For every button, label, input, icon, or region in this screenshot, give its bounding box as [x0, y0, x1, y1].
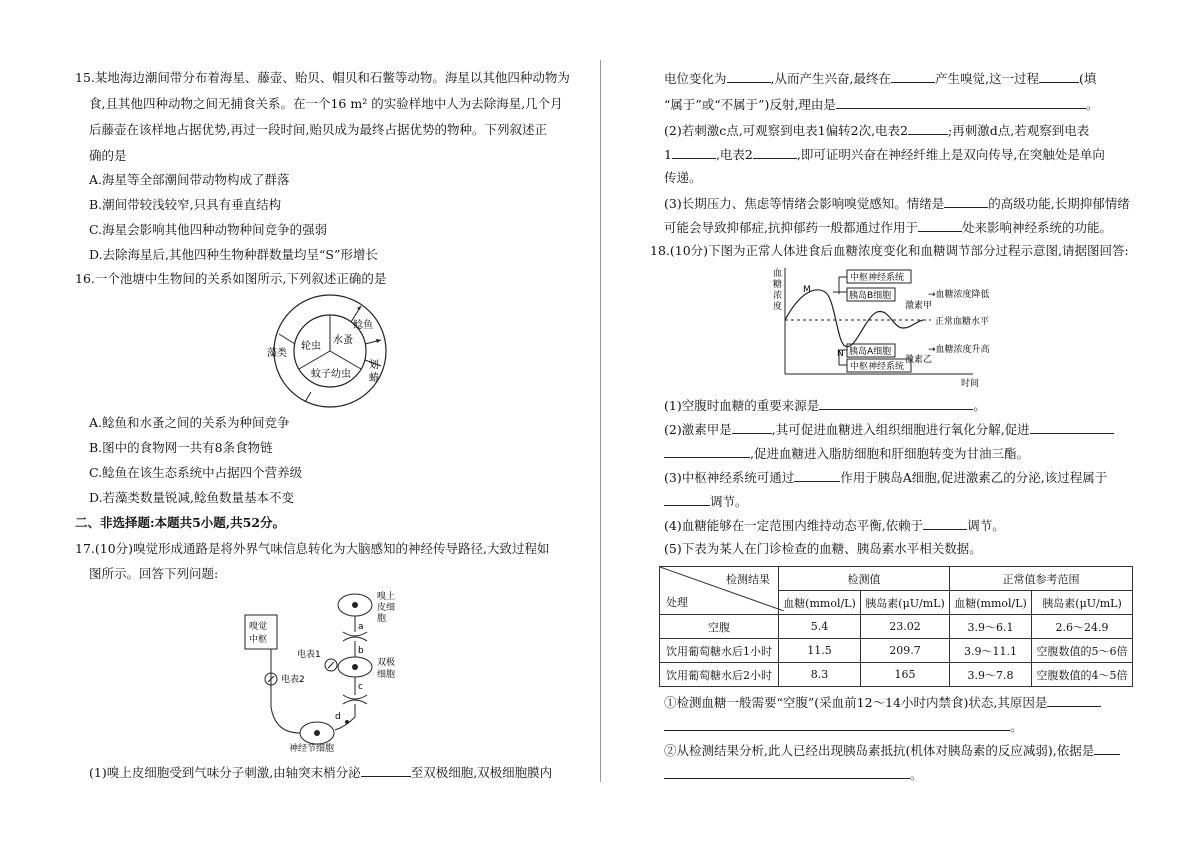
table-cell: 209.7 — [861, 639, 950, 663]
q15-option-c: C.海星会影响其他四种动物种间竞争的强弱 — [89, 222, 328, 237]
q17-line-2: 图所示。回答下列问题: — [89, 566, 219, 581]
arrow-line — [279, 334, 295, 344]
q16-option-a: A.鲶鱼和水蚤之间的关系为种间竞争 — [89, 415, 290, 430]
q17-r1b: ,从而产生兴奋,最终在 — [770, 71, 891, 86]
q18-s2c: ,促进血糖进入脂肪细胞和肝细胞转变为甘油三酯。 — [750, 446, 1029, 461]
q17-line-1: 17.(10分)嗅觉形成通路是将外界气味信息转化为大脑感知的神经传导路径,大致过程如 — [75, 541, 550, 556]
table-cell: 11.5 — [779, 639, 861, 663]
ganglion-nucleus — [314, 730, 320, 736]
table-row — [660, 663, 1133, 687]
reference-header: 正常值参考范围 — [950, 567, 1133, 591]
hormone-b-label: 激素乙 — [905, 355, 933, 365]
answer-blank[interactable] — [672, 146, 716, 159]
answer-blank[interactable] — [664, 493, 710, 506]
olfactory-center-label-2: 中枢 — [249, 635, 268, 645]
x-label: 时间 — [961, 379, 980, 389]
epithelial-label-2: 皮细 — [377, 603, 396, 613]
answer-blank[interactable] — [664, 718, 1010, 731]
q17-cont-line-6 — [664, 195, 1130, 212]
q15-option-a: A.海星等全部潮间带动物构成了群落 — [89, 172, 290, 187]
q18-s3c: 调节。 — [710, 494, 748, 509]
answer-blank[interactable] — [819, 397, 973, 410]
meter-needle — [328, 662, 334, 668]
answer-blank[interactable] — [664, 445, 750, 458]
q18-s2b: ,其可促进血糖进入组织细胞进行氧化分解,促进 — [771, 422, 1030, 437]
synapse-upper — [343, 637, 367, 641]
table-cell: 3.9～6.1 — [950, 615, 1032, 639]
divider-line-3 — [330, 351, 361, 369]
subheader-cell: 血糖(mmol/L) — [950, 591, 1032, 615]
meter-2-label: 电表2 — [281, 675, 305, 685]
q16-option-c: C.鲶鱼在该生态系统中占据四个营养级 — [89, 465, 303, 480]
point-n-label: N — [837, 349, 844, 359]
glucose-drop-label: →血糖浓度降低 — [928, 290, 990, 300]
q18-s4b: 调节。 — [967, 518, 1005, 533]
q16-stem: 16.一个池塘中生物间的关系如图所示,下列叙述正确的是 — [75, 271, 387, 286]
arrow-line — [305, 392, 311, 402]
ganglion-axon — [271, 649, 300, 733]
q18-note-2-cont — [664, 766, 923, 783]
divider-line-2 — [299, 351, 330, 369]
section-2-heading: 二、非选择题:本题共5小题,共52分。 — [75, 515, 286, 530]
column-divider — [600, 60, 601, 782]
q18-s1b: 。 — [973, 398, 986, 413]
q15-line-2: 食,且其他四种动物之间无捕食关系。在一个16 m² 的实验样地中人为去除海星,几个月 — [89, 96, 563, 111]
q18-note-1-cont — [664, 718, 1023, 735]
olfactory-center-label-1: 嗅觉 — [249, 622, 268, 632]
rotifer-label: 轮虫 — [301, 341, 321, 352]
table-row — [660, 615, 1133, 639]
hormone-a-label: 激素甲 — [905, 301, 933, 311]
answer-blank[interactable] — [794, 469, 840, 482]
table-cell: 空腹数值的4～5倍 — [1032, 663, 1133, 687]
answer-blank[interactable] — [1047, 694, 1101, 707]
table-row — [660, 639, 1133, 663]
table-cell: 3.9～11.1 — [950, 639, 1032, 663]
beta-cell-label: 胰岛B细胞 — [849, 291, 892, 301]
measured-header: 检测值 — [779, 567, 950, 591]
q17-r1c: 产生嗅觉,这一过程 — [934, 71, 1039, 86]
cns-top-label: 中枢神经系统 — [850, 273, 905, 283]
q15-line-1: 15.某地海边潮间带分布着海星、藤壶、贻贝、帽贝和石鳖等动物。海星以其他四种动物为 — [75, 70, 570, 85]
q18-part-2 — [664, 421, 1114, 438]
answer-blank[interactable] — [1094, 742, 1120, 755]
q18-part-1 — [664, 397, 986, 414]
answer-blank[interactable] — [944, 195, 988, 208]
table-cell: 空腹数值的5～6倍 — [1032, 639, 1133, 663]
q17-r2a: “属于”或“不属于”)反射,理由是 — [664, 97, 836, 112]
perch-label: 鲶鱼 — [353, 320, 373, 331]
answer-blank[interactable] — [732, 421, 772, 434]
row-label: 空腹 — [660, 615, 779, 639]
q18-part-4 — [664, 517, 1005, 534]
bipolar-label-1: 双极 — [377, 658, 396, 668]
table-cell: 5.4 — [779, 615, 861, 639]
table-cell: 165 — [861, 663, 950, 687]
glucose-rise-label: →血糖浓度升高 — [928, 345, 990, 355]
q16-food-web-diagram — [265, 294, 395, 409]
y-label-4: 度 — [773, 302, 783, 312]
q18-part-5: (5)下表为某人在门诊检查的血糖、胰岛素水平相关数据。 — [664, 541, 982, 556]
q17-cont-line-3 — [664, 122, 1089, 139]
normal-level-label: 正常血糖水平 — [935, 317, 990, 327]
mosquito-larva-label: 蚊子幼虫 — [311, 369, 351, 380]
point-b-label: b — [358, 646, 364, 656]
row-label: 饮用葡萄糖水后1小时 — [660, 639, 779, 663]
y-label-2: 糖 — [773, 280, 783, 290]
dragonfly-label-1: 划 — [369, 360, 379, 371]
y-label-1: 血 — [773, 269, 783, 279]
bipolar-nucleus — [352, 664, 358, 670]
q18-note-2 — [664, 742, 1120, 759]
q17-cont-line-4 — [664, 146, 1105, 163]
q18-part-2-cont — [664, 445, 1029, 462]
q18-blood-glucose-diagram — [765, 262, 1025, 392]
q18-stem: 18.(10分)下图为正常人体进食后血糖浓度变化和血糖调节部分过程示意图,请据图回答: — [650, 243, 1129, 258]
answer-blank[interactable] — [918, 219, 962, 232]
q18-s1a: (1)空腹时血糖的重要来源是 — [664, 398, 820, 413]
point-m-label: M — [803, 285, 811, 295]
answer-blank[interactable] — [891, 70, 935, 83]
subheader-cell: 血糖(mmol/L) — [779, 591, 861, 615]
arrowhead — [376, 339, 381, 343]
row-label: 饮用葡萄糖水后2小时 — [660, 663, 779, 687]
q17-r4a: 1 — [664, 147, 672, 162]
glucose-insulin-table — [659, 566, 1133, 687]
ganglion-label: 神经节细胞 — [289, 744, 335, 752]
daphnia-label: 水蚤 — [333, 335, 353, 346]
alpha-cell-label: 胰岛A细胞 — [849, 347, 892, 357]
q18-s3a: (3)中枢神经系统可通过 — [664, 470, 795, 485]
q17-r7a: 可能会导致抑郁症,抗抑郁药一般都通过作用于 — [664, 220, 918, 235]
q18-n2: ②从检测结果分析,此人已经出现胰岛素抵抗(机体对胰岛素的反应减弱),依据是 — [664, 743, 1095, 758]
q17-cont-line-5: 传递。 — [664, 170, 702, 185]
epithelial-nucleus — [352, 602, 358, 608]
table-cell: 23.02 — [861, 615, 950, 639]
q17-r2b: 。 — [1085, 97, 1099, 112]
q17-cont-line-2 — [664, 96, 1098, 113]
table-cell: 8.3 — [779, 663, 861, 687]
meter-1-label: 电表1 — [297, 650, 321, 660]
answer-blank[interactable] — [908, 122, 948, 135]
q17-r3a: (2)若刺激c点,可观察到电表1偏转2次,电表2 — [664, 123, 909, 138]
table-cell: 3.9～7.8 — [950, 663, 1032, 687]
dragonfly-label-2: 蝽 — [369, 373, 379, 384]
q18-n2-end: 。 — [910, 767, 923, 782]
q17-p1-text-a: (1)嗅上皮细胞受到气味分子刺激,由轴突末梢分泌 — [89, 765, 361, 780]
q18-s2a: (2)激素甲是 — [664, 422, 732, 437]
q17-r1a: 电位变化为 — [664, 71, 727, 86]
point-c-label: c — [358, 682, 363, 692]
q16-option-d: D.若藻类数量锐减,鲶鱼数量基本不变 — [89, 490, 295, 505]
answer-blank[interactable] — [361, 764, 411, 777]
q15-option-d: D.去除海星后,其他四种生物种群数量均呈“S”形增长 — [89, 247, 378, 262]
corner-bottom-label: 处理 — [666, 596, 688, 609]
q17-r1d: (填 — [1078, 71, 1097, 86]
q18-part-3 — [664, 469, 1107, 486]
synapse-lower — [343, 700, 367, 704]
cns-bottom-label: 中枢神经系统 — [850, 362, 905, 372]
q16-option-b: B.图中的食物网一共有8条食物链 — [89, 440, 273, 455]
table-header-row — [660, 567, 1133, 591]
answer-blank[interactable] — [727, 70, 771, 83]
q17-cont-line-7 — [664, 219, 1112, 236]
q17-r6b: 的高级功能,长期抑郁情绪 — [988, 196, 1130, 211]
table-cell: 2.6～24.9 — [1032, 615, 1133, 639]
q17-part-1 — [89, 764, 552, 781]
q17-r4c: ,即可证明兴奋在神经纤维上是双向传导,在突触处是单向 — [796, 147, 1105, 162]
q17-cont-line-1 — [664, 70, 1096, 87]
algae-label: 藻类 — [267, 348, 287, 359]
q17-olfactory-pathway-diagram — [235, 587, 415, 752]
epithelial-label-3: 胞 — [377, 614, 387, 624]
synapse-upper — [343, 632, 367, 636]
q17-r6a: (3)长期压力、焦虑等情绪会影响嗅觉感知。情绪是 — [664, 196, 945, 211]
subheader-cell: 胰岛素(μU/mL) — [1032, 591, 1133, 615]
table-corner-cell — [660, 567, 779, 615]
q17-p1-text-b: 至双极细胞,双极细胞膜内 — [410, 765, 553, 780]
point-d-dot — [345, 720, 349, 724]
answer-blank[interactable] — [753, 146, 797, 159]
q18-s4a: (4)血糖能够在一定范围内维持动态平衡,依赖于 — [664, 518, 924, 533]
corner-top-label: 检测结果 — [726, 573, 770, 586]
subheader-cell: 胰岛素(μU/mL) — [861, 591, 950, 615]
bipolar-label-2: 细胞 — [377, 670, 396, 680]
q17-r4b: ,电表2 — [715, 147, 753, 162]
q15-line-4: 确的是 — [89, 148, 127, 163]
q15-line-3: 后藤壶在该样地占据优势,再过一段时间,贻贝成为最终占据优势的物种。下列叙述正 — [89, 122, 547, 137]
answer-blank[interactable] — [923, 517, 967, 530]
q18-note-1 — [664, 694, 1101, 711]
answer-blank[interactable] — [836, 96, 1086, 109]
synapse-lower — [343, 695, 367, 699]
q18-n1-end: 。 — [1010, 719, 1023, 734]
q18-part-3-cont — [664, 493, 748, 510]
q17-r3b: ;再刺激d点,若观察到电表 — [948, 123, 1090, 138]
answer-blank[interactable] — [664, 766, 910, 779]
q18-n1: ①检测血糖一般需要“空腹”(采血前12～14小时内禁食)状态,其原因是 — [664, 695, 1048, 710]
q15-option-b: B.潮间带较浅较窄,只具有垂直结构 — [89, 197, 282, 212]
point-d-label: d — [335, 712, 341, 722]
q18-s3b: 作用于胰岛A细胞,促进激素乙的分泌,该过程属于 — [840, 470, 1108, 485]
answer-blank[interactable] — [1039, 70, 1079, 83]
y-label-3: 浓 — [773, 291, 783, 301]
q17-r7b: 处来影响神经系统的功能。 — [961, 220, 1112, 235]
point-a-label: a — [358, 622, 364, 632]
epithelial-label-1: 嗅上 — [377, 592, 396, 602]
answer-blank[interactable] — [1030, 421, 1114, 434]
